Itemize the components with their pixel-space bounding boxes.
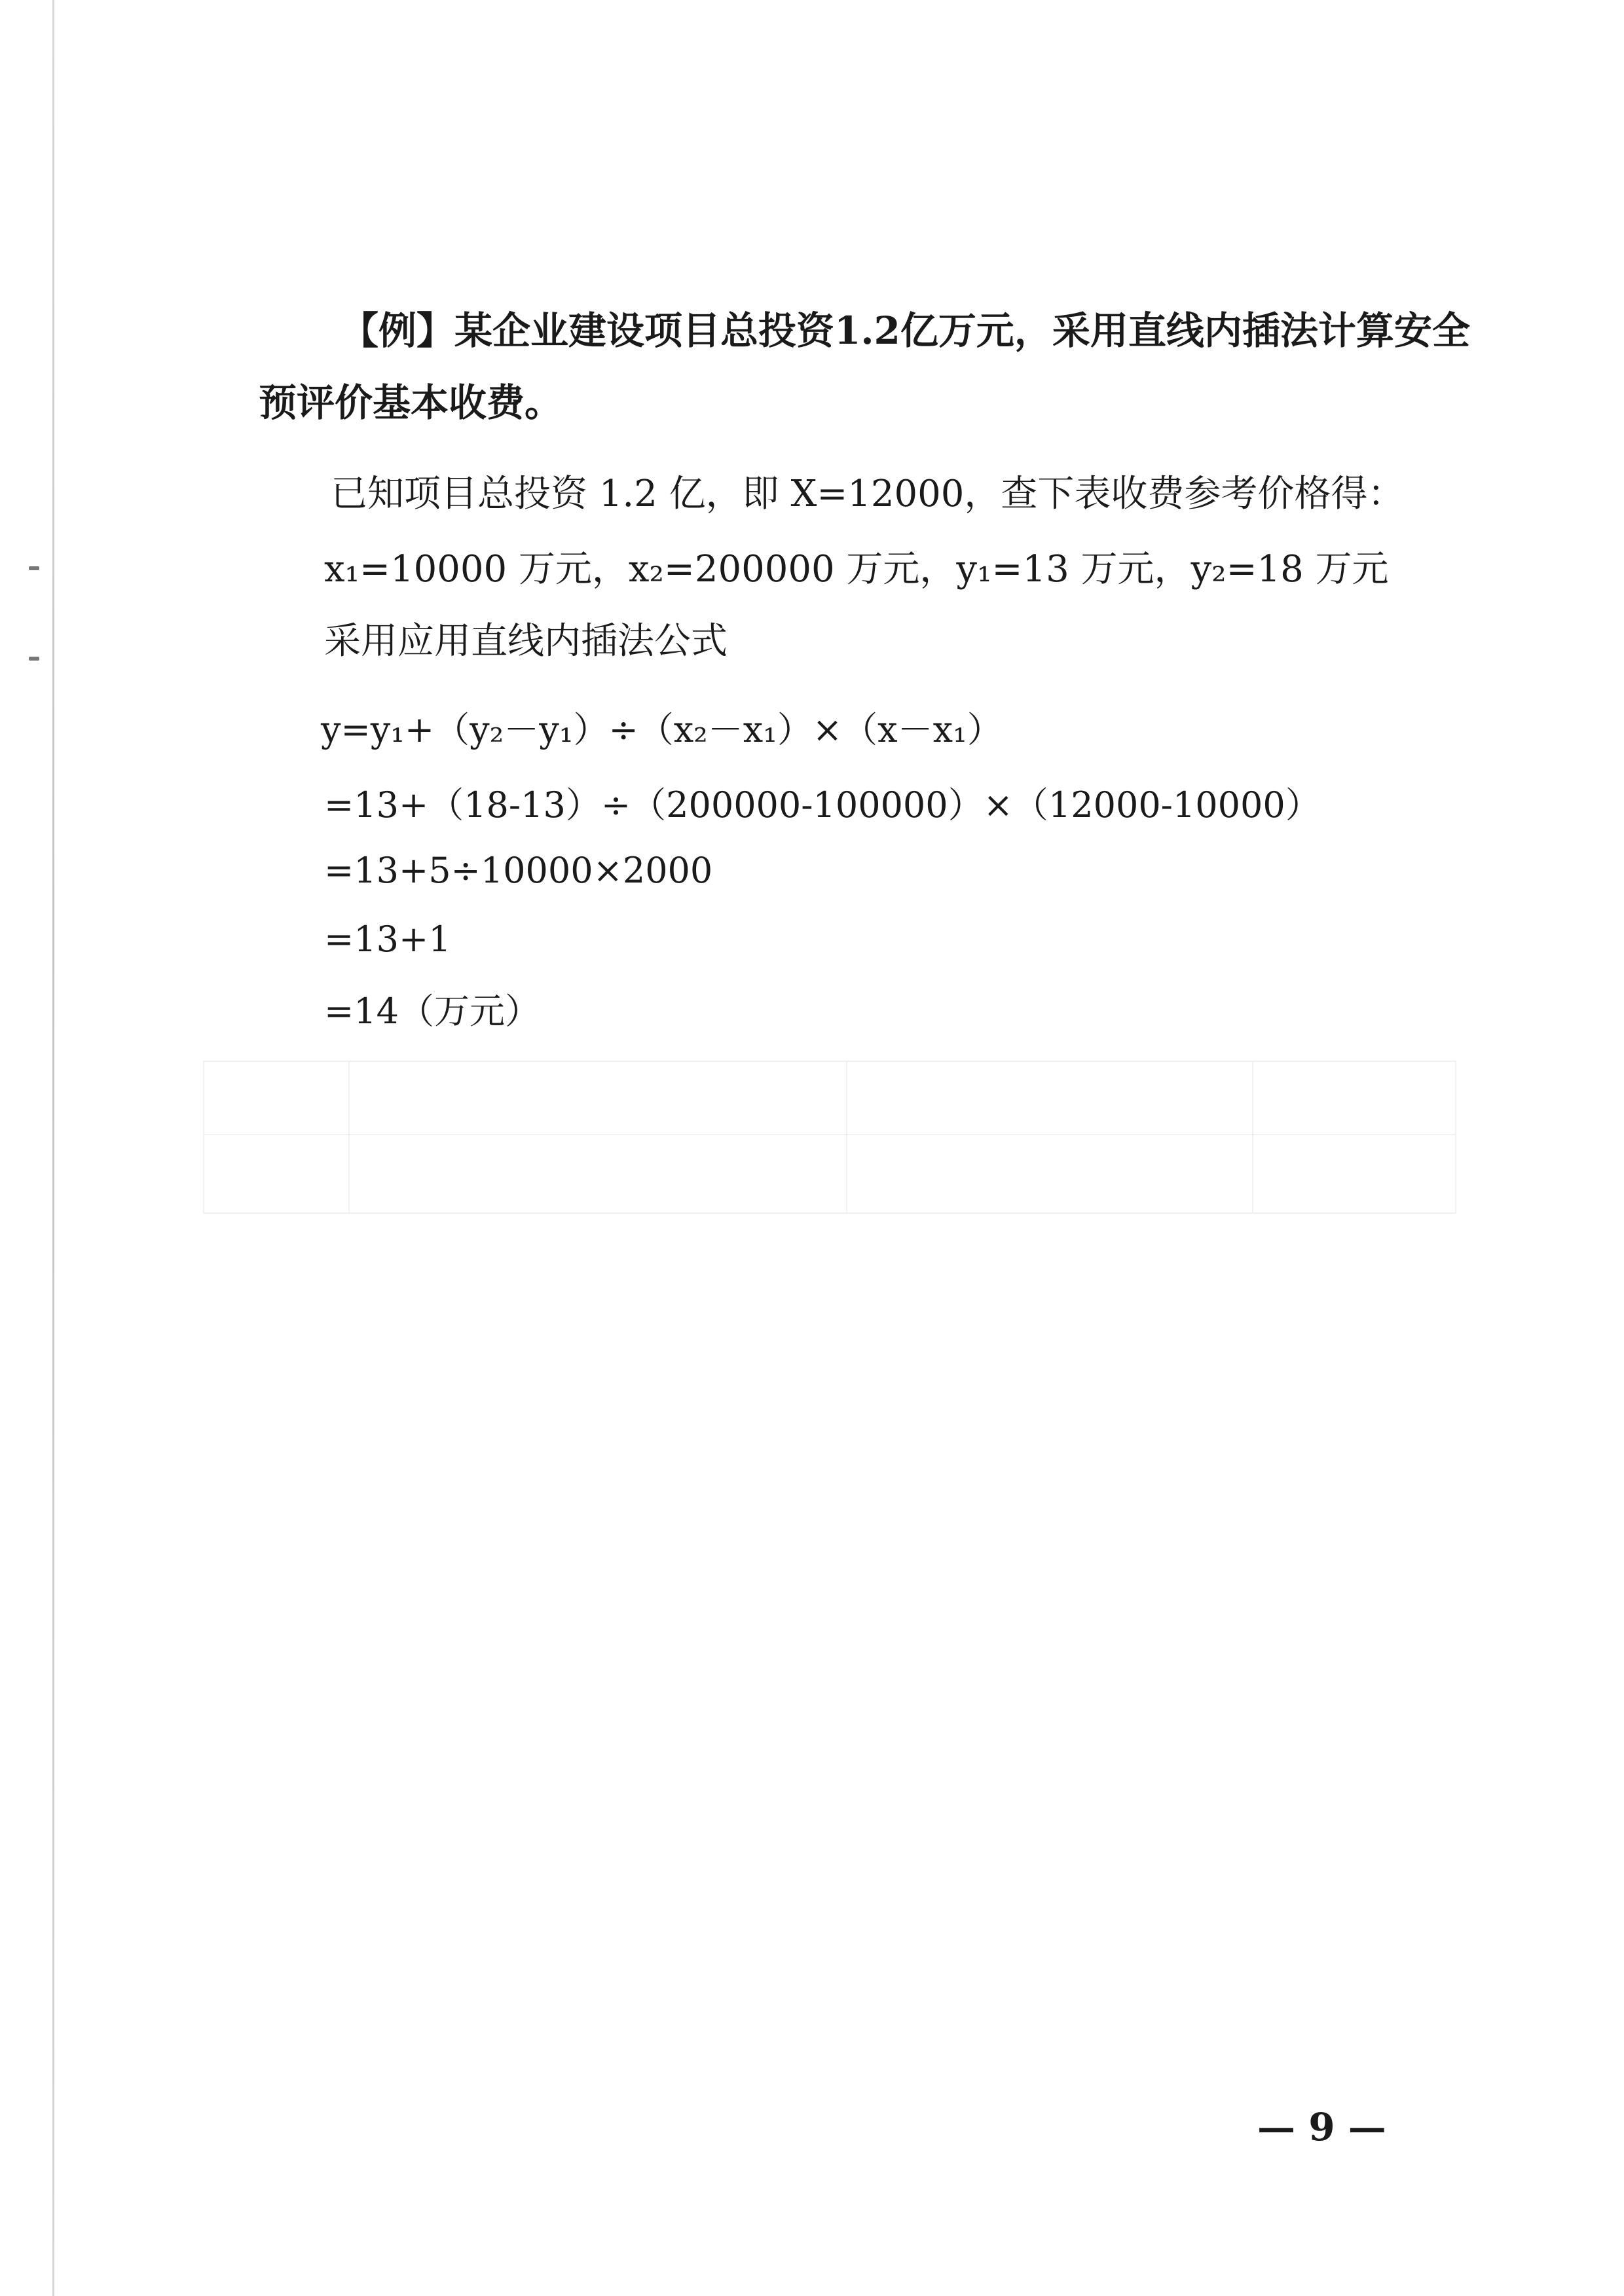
interpolation-formula: y=y₁+（y₂－y₁）÷（x₂－x₁）×（x－x₁） [321,709,1003,750]
known-values-line: 已知项目总投资 1.2 亿，即 X=12000，查下表收费参考价格得： [331,473,1405,515]
bleed-through-table [203,1061,1456,1214]
calculation-step: =13+（18-13）÷（200000-100000）×（12000-10000） [324,784,1321,826]
calculation-step: =13+1 [324,919,451,960]
method-line: 采用应用直线内插法公式 [324,620,728,663]
lookup-values-line: x₁=10000 万元，x₂=200000 万元，y₁=13 万元，y₂=18 万元 [324,548,1389,591]
page-number: — 9 — [1257,2105,1386,2149]
binding-hole-mark [29,657,39,661]
example-heading: 【例】某企业建设项目总投资1.2亿万元，采用直线内插法计算安全 [341,308,1470,353]
binding-edge [52,0,54,2296]
calculation-result: =14（万元） [324,991,540,1032]
calculation-step: =13+5÷10000×2000 [324,850,713,891]
example-heading-continuation: 预评价基本收费。 [259,380,563,425]
binding-hole-mark [29,566,39,570]
